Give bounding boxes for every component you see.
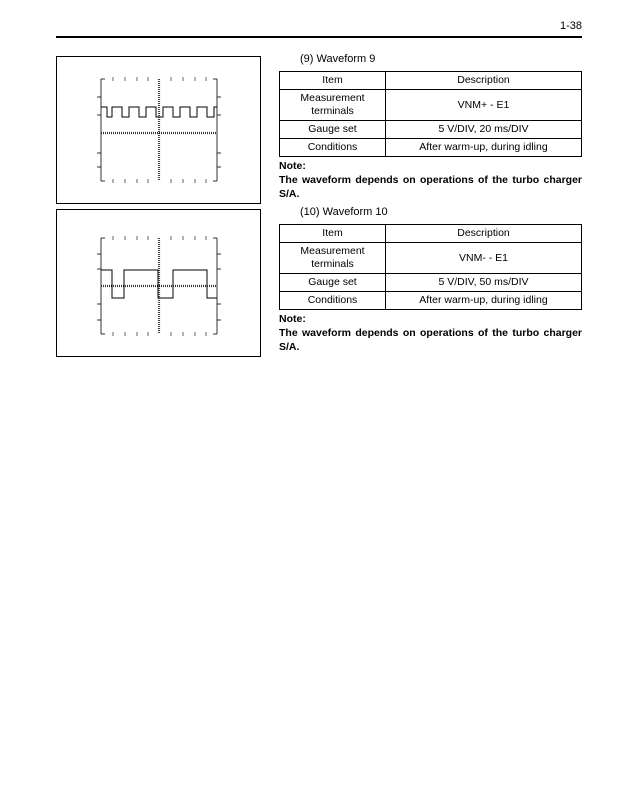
table-header-row xyxy=(280,72,582,90)
note-text: The waveform depends on operations of the turbo charger S/A. xyxy=(279,327,582,353)
note-label: Note: xyxy=(279,160,306,172)
page-number: 1-38 xyxy=(559,20,582,32)
header-item: Item xyxy=(280,225,386,243)
waveform-10-section xyxy=(279,206,582,354)
note-text: The waveform depends on operations of the turbo charger S/A. xyxy=(279,174,582,200)
waveform-10-scope xyxy=(57,210,260,356)
row-description: VNM- - E1 xyxy=(386,243,582,274)
header-rule xyxy=(56,36,582,38)
row-item: Conditions xyxy=(280,139,386,157)
waveform-9-scope xyxy=(57,57,260,203)
table-row xyxy=(280,139,582,157)
table-row xyxy=(280,90,582,121)
table-row xyxy=(280,292,582,310)
waveform-9-section xyxy=(279,53,582,201)
section-title: (9) Waveform 9 xyxy=(300,53,376,65)
row-item: Conditions xyxy=(280,292,386,310)
table-header-row xyxy=(280,225,582,243)
waveform-10-figure xyxy=(56,209,261,357)
waveform-9-table xyxy=(279,71,582,157)
table-row xyxy=(280,243,582,274)
row-description: After warm-up, during idling xyxy=(386,292,582,310)
row-item: Measurement terminals xyxy=(280,243,386,274)
row-description: 5 V/DIV, 20 ms/DIV xyxy=(386,121,582,139)
row-description: After warm-up, during idling xyxy=(386,139,582,157)
table-row xyxy=(280,121,582,139)
section-title: (10) Waveform 10 xyxy=(300,206,388,218)
row-item: Gauge set xyxy=(280,274,386,292)
row-item: Measurement terminals xyxy=(280,90,386,121)
waveform-9-figure xyxy=(56,56,261,204)
row-description: 5 V/DIV, 50 ms/DIV xyxy=(386,274,582,292)
header-item: Item xyxy=(280,72,386,90)
header-description: Description xyxy=(386,72,582,90)
row-description: VNM+ - E1 xyxy=(386,90,582,121)
note-label: Note: xyxy=(279,313,306,325)
row-item: Gauge set xyxy=(280,121,386,139)
table-row xyxy=(280,274,582,292)
waveform-10-table xyxy=(279,224,582,310)
header-description: Description xyxy=(386,225,582,243)
